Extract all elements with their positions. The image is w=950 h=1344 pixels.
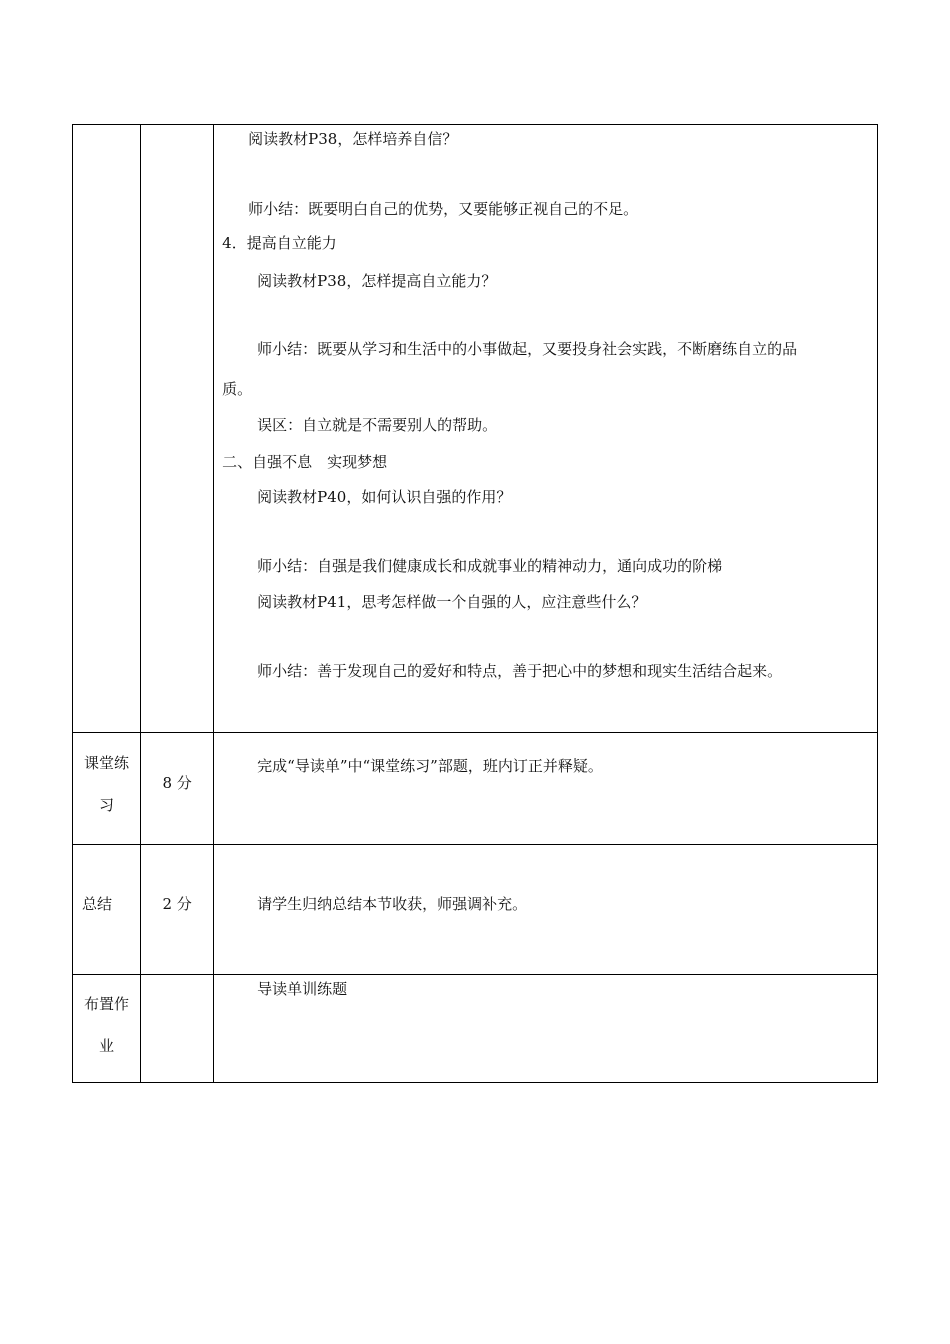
homework-label-line1: 布置作 [84, 995, 130, 1013]
practice-label-line1: 课堂练 [84, 754, 130, 772]
homework-row [73, 975, 878, 1083]
summary-row [73, 845, 878, 975]
practice-row [73, 733, 878, 845]
summary-label: 总结 [82, 895, 113, 913]
content-line: 师小结：自强是我们健康成长和成就事业的精神动力，通向成功的阶梯 [257, 557, 723, 575]
content-row-label-cell [73, 125, 141, 733]
lesson-plan-table [72, 124, 878, 1083]
content-row [73, 125, 878, 733]
summary-text-cell [214, 845, 878, 975]
content-row-time-cell [141, 125, 214, 733]
section-heading: 二、自强不息 实现梦想 [222, 453, 388, 471]
practice-time: 8 分 [162, 774, 192, 792]
content-line: 阅读教材P41，思考怎样做一个自强的人，应注意些什么？ [257, 593, 647, 611]
homework-label-cell [73, 975, 141, 1083]
content-row-body-cell [214, 125, 878, 733]
summary-text: 请学生归纳总结本节收获，师强调补充。 [257, 895, 528, 913]
summary-time: 2 分 [162, 895, 192, 913]
homework-label [73, 975, 140, 1067]
practice-time-cell [141, 733, 214, 845]
content-line: 师小结：既要从学习和生活中的小事做起，又要投身社会实践，不断磨练自立的品 [257, 340, 798, 358]
summary-time-cell [141, 845, 214, 975]
practice-label-cell [73, 733, 141, 845]
content-line: 阅读教材P38，怎样提高自立能力？ [257, 272, 497, 290]
content-line: 师小结：善于发现自己的爱好和特点，善于把心中的梦想和现实生活结合起来。 [257, 662, 783, 680]
practice-label [73, 733, 140, 826]
homework-time-cell [141, 975, 214, 1083]
content-line: 师小结：既要明白自己的优势，又要能够正视自己的不足。 [248, 200, 639, 218]
homework-text: 导读单训练题 [257, 980, 348, 998]
content-line: 阅读教材P40，如何认识自强的作用？ [257, 488, 512, 506]
section-heading: 4．提高自立能力 [222, 234, 337, 252]
content-line: 误区：自立就是不需要别人的帮助。 [257, 416, 498, 434]
homework-label-line2: 业 [99, 1037, 115, 1055]
practice-text-cell [214, 733, 878, 845]
summary-label-cell [73, 845, 141, 975]
homework-text-cell [214, 975, 878, 1083]
practice-text: 完成“导读单”中“课堂练习”部题，班内订正并释疑。 [257, 757, 603, 775]
content-line: 质。 [222, 380, 253, 398]
content-line: 阅读教材P38，怎样培养自信？ [248, 130, 458, 148]
practice-label-line2: 习 [99, 796, 115, 814]
